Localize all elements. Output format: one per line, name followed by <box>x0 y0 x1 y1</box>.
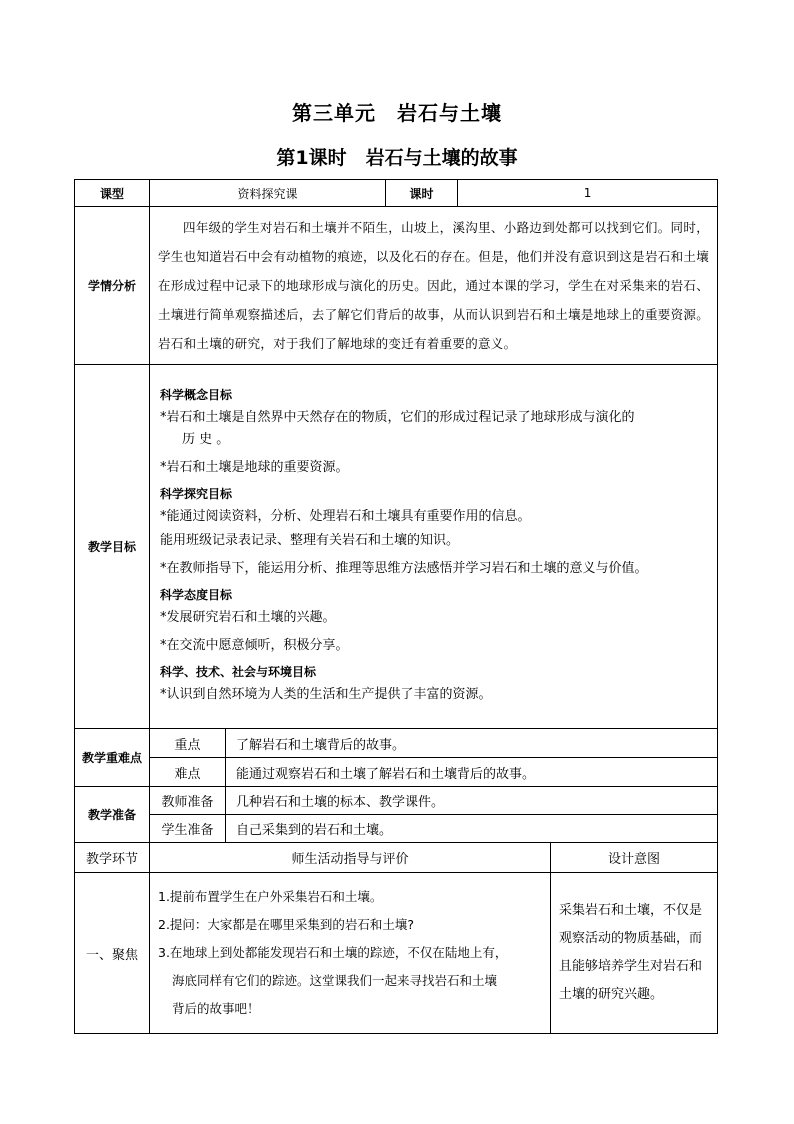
focus-step-3-line-2: 海底同样有它们的踪迹。这堂课我们一起来寻找岩石和土壤 <box>172 973 498 988</box>
attitude-goals-heading: 科学态度目标 <box>160 587 233 602</box>
focus-step-3-line-3: 背后的故事吧！ <box>172 1001 260 1016</box>
inquiry-goal-1: *能通过阅读资料，分析、处理岩石和土壤具有重要作用的信息。 <box>160 508 531 524</box>
preparation-label: 教学准备 <box>75 787 150 843</box>
teacher-prep-label: 教师准备 <box>150 787 226 815</box>
process-header-intent: 设计意图 <box>551 843 718 873</box>
focus-step-2: 2.提问：大家都是在哪里采集到的岩石和土壤? <box>158 917 415 932</box>
class-hours-label: 课时 <box>386 180 458 207</box>
concept-goal-1 <box>160 407 711 451</box>
lesson-plan-table <box>74 179 718 1034</box>
student-analysis-text: 四年级的学生对岩石和土壤并不陌生，山坡上，溪沟里、小路边到处都可以找到它们。同时，学生也知道岩石中会有动植物的痕迹，以及化石的存在。但是，他们并没有意识到这是岩石和土壤在形成过程中记录下的地球形成与演化的历史。因此，通过本课的学习，学生在对采集来的岩石、土壤进行简单观察描述后，去了解它们背后的故事，从而认识到岩石和土壤是地球上的重要资源。岩石和土壤的研究，对于我们了解地球的变迁有着重要的意义。 <box>150 207 718 365</box>
focus-activities <box>150 873 551 1034</box>
difficult-point-text: 能通过观察岩石和土壤了解岩石和土壤背后的故事。 <box>226 758 718 787</box>
student-prep-label: 学生准备 <box>150 815 226 843</box>
inquiry-goal-3: *在教师指导下，能运用分析、推理等思维方法感悟并学习岩石和土壤的意义与价值。 <box>160 560 648 576</box>
course-type-label: 课型 <box>75 180 150 207</box>
teacher-prep-text: 几种岩石和土壤的标本、教学课件。 <box>226 787 718 815</box>
attitude-goal-1: *发展研究岩石和土壤的兴趣。 <box>160 609 336 625</box>
row-student-analysis <box>75 207 718 365</box>
lesson-title: 第1课时 岩石与土壤的故事 <box>276 147 518 169</box>
focus-stage-label: 一、聚焦 <box>75 873 150 1034</box>
row-focus-stage <box>75 873 718 1034</box>
unit-title: 第三单元 岩石与土壤 <box>292 101 502 125</box>
focus-design-intent: 采集岩石和土壤，不仅是观察活动的物质基础，而且能够培养学生对岩石和土壤的研究兴趣。 <box>551 873 718 1034</box>
student-prep-text: 自己采集到的岩石和土壤。 <box>226 815 718 843</box>
concept-goals-heading: 科学概念目标 <box>160 387 233 402</box>
row-course-type <box>75 180 718 207</box>
key-points-label: 教学重难点 <box>75 729 150 787</box>
concept-goal-2: *岩石和土壤是地球的重要资源。 <box>160 459 349 475</box>
teaching-goals-label: 教学目标 <box>75 365 150 729</box>
difficult-point-label: 难点 <box>150 758 226 787</box>
row-key-point <box>75 729 718 758</box>
row-process-header <box>75 843 718 873</box>
row-teaching-goals <box>75 365 718 729</box>
process-header-stage: 教学环节 <box>75 843 150 873</box>
inquiry-goals-heading: 科学探究目标 <box>160 486 233 501</box>
concept-goal-1-line-1: *岩石和土壤是自然界中天然存在的物质，它们的形成过程记录了地球形成与演化的 <box>160 409 635 425</box>
focus-step-3-line-1: 3.在地球上到处都能发现岩石和土壤的踪迹，不仅在陆地上有， <box>158 945 508 960</box>
attitude-goal-2: *在交流中愿意倾听，积极分享。 <box>160 637 349 653</box>
student-analysis-label: 学情分析 <box>75 207 150 365</box>
concept-goal-1-line-2: 历 史 。 <box>182 431 230 447</box>
course-type-value: 资料探究课 <box>150 180 386 207</box>
sts-goal-1: *认识到自然环境为人类的生活和生产提供了丰富的资源。 <box>160 686 492 702</box>
sts-goals-heading: 科学、技术、社会与环境目标 <box>160 664 317 679</box>
process-header-activities: 师生活动指导与评价 <box>150 843 551 873</box>
row-difficult-point <box>75 758 718 787</box>
inquiry-goal-2: 能用班级记录表记录、整理有关岩石和土壤的知识。 <box>160 532 460 548</box>
focus-step-1: 1.提前布置学生在户外采集岩石和土壤。 <box>158 889 383 904</box>
key-point-label: 重点 <box>150 729 226 758</box>
row-teacher-prep <box>75 787 718 815</box>
row-student-prep <box>75 815 718 843</box>
key-point-text: 了解岩石和土壤背后的故事。 <box>226 729 718 758</box>
class-hours-value: 1 <box>458 180 718 207</box>
teaching-goals-content <box>150 365 718 729</box>
